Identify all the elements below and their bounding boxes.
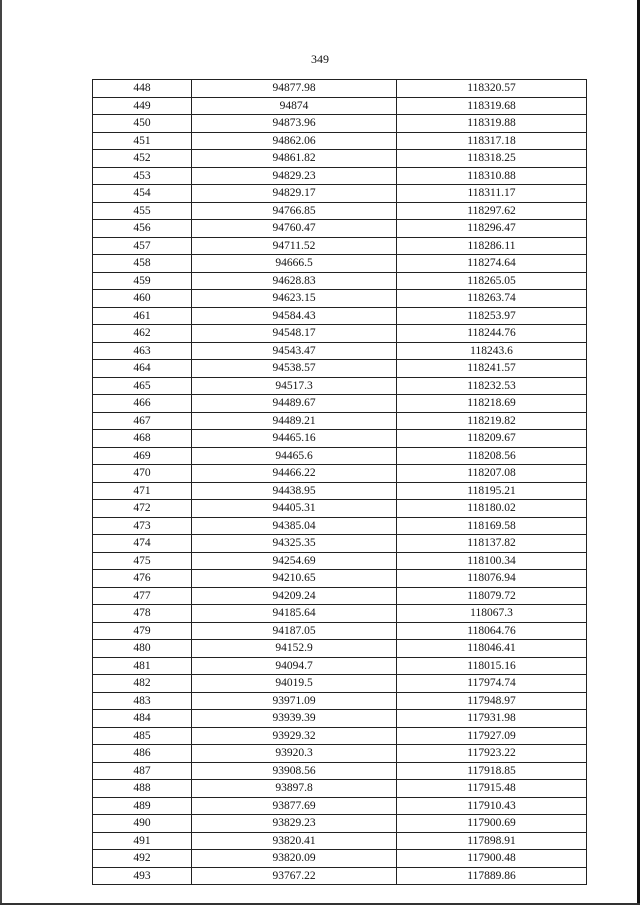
y-coordinate-cell: 118015.16 [397,657,587,675]
table-row [93,307,587,325]
table-row [93,290,587,308]
point-number-cell: 465 [93,377,192,395]
x-coordinate-cell: 94760.47 [192,220,397,238]
table-row [93,167,587,185]
y-coordinate-cell: 117910.43 [397,797,587,815]
table-row [93,587,587,605]
table-row [93,465,587,483]
table-row [93,867,587,885]
x-coordinate-cell: 94766.85 [192,202,397,220]
point-number-cell: 450 [93,115,192,133]
coordinate-table-body [93,80,587,885]
x-coordinate-cell: 94466.22 [192,465,397,483]
table-row [93,832,587,850]
x-coordinate-cell: 93829.23 [192,815,397,833]
table-row [93,272,587,290]
y-coordinate-cell: 118320.57 [397,80,587,98]
point-number-cell: 455 [93,202,192,220]
x-coordinate-cell: 93897.8 [192,780,397,798]
x-coordinate-cell: 94152.9 [192,640,397,658]
point-number-cell: 457 [93,237,192,255]
point-number-cell: 461 [93,307,192,325]
x-coordinate-cell: 94861.82 [192,150,397,168]
point-number-cell: 484 [93,710,192,728]
point-number-cell: 462 [93,325,192,343]
y-coordinate-cell: 118319.68 [397,97,587,115]
table-row [93,797,587,815]
x-coordinate-cell: 93929.32 [192,727,397,745]
point-number-cell: 478 [93,605,192,623]
x-coordinate-cell: 94489.67 [192,395,397,413]
coordinate-table [92,79,587,885]
point-number-cell: 471 [93,482,192,500]
table-row [93,780,587,798]
x-coordinate-cell: 94711.52 [192,237,397,255]
point-number-cell: 452 [93,150,192,168]
point-number-cell: 491 [93,832,192,850]
table-row [93,150,587,168]
point-number-cell: 492 [93,850,192,868]
y-coordinate-cell: 117918.85 [397,762,587,780]
y-coordinate-cell: 118297.62 [397,202,587,220]
table-row [93,325,587,343]
coordinate-table-container [92,79,586,885]
x-coordinate-cell: 94623.15 [192,290,397,308]
x-coordinate-cell: 94405.31 [192,500,397,518]
y-coordinate-cell: 118218.69 [397,395,587,413]
point-number-cell: 467 [93,412,192,430]
y-coordinate-cell: 118319.88 [397,115,587,133]
point-number-cell: 460 [93,290,192,308]
point-number-cell: 469 [93,447,192,465]
y-coordinate-cell: 117915.48 [397,780,587,798]
x-coordinate-cell: 94489.21 [192,412,397,430]
y-coordinate-cell: 118076.94 [397,570,587,588]
table-row [93,500,587,518]
x-coordinate-cell: 94438.95 [192,482,397,500]
x-coordinate-cell: 94185.64 [192,605,397,623]
y-coordinate-cell: 118286.11 [397,237,587,255]
point-number-cell: 490 [93,815,192,833]
point-number-cell: 479 [93,622,192,640]
y-coordinate-cell: 118253.97 [397,307,587,325]
point-number-cell: 454 [93,185,192,203]
x-coordinate-cell: 94829.23 [192,167,397,185]
y-coordinate-cell: 118219.82 [397,412,587,430]
table-row [93,745,587,763]
y-coordinate-cell: 117931.98 [397,710,587,728]
point-number-cell: 459 [93,272,192,290]
y-coordinate-cell: 118180.02 [397,500,587,518]
point-number-cell: 481 [93,657,192,675]
x-coordinate-cell: 94019.5 [192,675,397,693]
x-coordinate-cell: 93908.56 [192,762,397,780]
table-row [93,185,587,203]
table-row [93,535,587,553]
table-row [93,447,587,465]
table-row [93,115,587,133]
table-row [93,482,587,500]
y-coordinate-cell: 118209.67 [397,430,587,448]
table-row [93,710,587,728]
table-row [93,377,587,395]
point-number-cell: 468 [93,430,192,448]
table-row [93,640,587,658]
x-coordinate-cell: 94877.98 [192,80,397,98]
y-coordinate-cell: 118067.3 [397,605,587,623]
y-coordinate-cell: 118263.74 [397,290,587,308]
table-row [93,80,587,98]
y-coordinate-cell: 117900.69 [397,815,587,833]
x-coordinate-cell: 94538.57 [192,360,397,378]
x-coordinate-cell: 93939.39 [192,710,397,728]
point-number-cell: 463 [93,342,192,360]
point-number-cell: 448 [93,80,192,98]
scan-edge-left [0,0,2,905]
table-row [93,395,587,413]
point-number-cell: 483 [93,692,192,710]
table-row [93,255,587,273]
y-coordinate-cell: 118310.88 [397,167,587,185]
table-row [93,430,587,448]
x-coordinate-cell: 93820.41 [192,832,397,850]
point-number-cell: 476 [93,570,192,588]
table-row [93,237,587,255]
x-coordinate-cell: 94465.6 [192,447,397,465]
x-coordinate-cell: 94385.04 [192,517,397,535]
x-coordinate-cell: 94873.96 [192,115,397,133]
y-coordinate-cell: 118064.76 [397,622,587,640]
x-coordinate-cell: 94666.5 [192,255,397,273]
y-coordinate-cell: 118232.53 [397,377,587,395]
y-coordinate-cell: 118274.64 [397,255,587,273]
table-row [93,815,587,833]
y-coordinate-cell: 118244.76 [397,325,587,343]
x-coordinate-cell: 94094.7 [192,657,397,675]
point-number-cell: 470 [93,465,192,483]
y-coordinate-cell: 118296.47 [397,220,587,238]
y-coordinate-cell: 118100.34 [397,552,587,570]
table-row [93,657,587,675]
x-coordinate-cell: 94548.17 [192,325,397,343]
y-coordinate-cell: 117927.09 [397,727,587,745]
x-coordinate-cell: 93920.3 [192,745,397,763]
x-coordinate-cell: 93820.09 [192,850,397,868]
point-number-cell: 475 [93,552,192,570]
y-coordinate-cell: 118311.17 [397,185,587,203]
table-row [93,850,587,868]
point-number-cell: 480 [93,640,192,658]
point-number-cell: 474 [93,535,192,553]
point-number-cell: 488 [93,780,192,798]
y-coordinate-cell: 117900.48 [397,850,587,868]
x-coordinate-cell: 94209.24 [192,587,397,605]
y-coordinate-cell: 118046.41 [397,640,587,658]
y-coordinate-cell: 118243.6 [397,342,587,360]
x-coordinate-cell: 94465.16 [192,430,397,448]
y-coordinate-cell: 118137.82 [397,535,587,553]
x-coordinate-cell: 94829.17 [192,185,397,203]
table-row [93,412,587,430]
table-row [93,727,587,745]
table-row [93,220,587,238]
x-coordinate-cell: 94584.43 [192,307,397,325]
point-number-cell: 451 [93,132,192,150]
y-coordinate-cell: 118208.56 [397,447,587,465]
y-coordinate-cell: 117974.74 [397,675,587,693]
y-coordinate-cell: 118241.57 [397,360,587,378]
y-coordinate-cell: 118207.08 [397,465,587,483]
point-number-cell: 453 [93,167,192,185]
table-row [93,132,587,150]
x-coordinate-cell: 94628.83 [192,272,397,290]
table-row [93,692,587,710]
y-coordinate-cell: 118318.25 [397,150,587,168]
point-number-cell: 487 [93,762,192,780]
x-coordinate-cell: 94325.35 [192,535,397,553]
table-row [93,622,587,640]
table-row [93,570,587,588]
x-coordinate-cell: 94187.05 [192,622,397,640]
table-row [93,360,587,378]
point-number-cell: 493 [93,867,192,885]
x-coordinate-cell: 94210.65 [192,570,397,588]
x-coordinate-cell: 93971.09 [192,692,397,710]
table-row [93,762,587,780]
table-row [93,342,587,360]
y-coordinate-cell: 117948.97 [397,692,587,710]
y-coordinate-cell: 118317.18 [397,132,587,150]
y-coordinate-cell: 117889.86 [397,867,587,885]
y-coordinate-cell: 117923.22 [397,745,587,763]
x-coordinate-cell: 94543.47 [192,342,397,360]
y-coordinate-cell: 117898.91 [397,832,587,850]
point-number-cell: 473 [93,517,192,535]
table-row [93,552,587,570]
y-coordinate-cell: 118265.05 [397,272,587,290]
point-number-cell: 477 [93,587,192,605]
point-number-cell: 482 [93,675,192,693]
y-coordinate-cell: 118169.58 [397,517,587,535]
table-row [93,97,587,115]
point-number-cell: 485 [93,727,192,745]
point-number-cell: 449 [93,97,192,115]
table-row [93,517,587,535]
y-coordinate-cell: 118079.72 [397,587,587,605]
point-number-cell: 458 [93,255,192,273]
table-row [93,605,587,623]
x-coordinate-cell: 94517.3 [192,377,397,395]
point-number-cell: 486 [93,745,192,763]
point-number-cell: 464 [93,360,192,378]
point-number-cell: 456 [93,220,192,238]
x-coordinate-cell: 93767.22 [192,867,397,885]
x-coordinate-cell: 93877.69 [192,797,397,815]
table-row [93,675,587,693]
y-coordinate-cell: 118195.21 [397,482,587,500]
table-row [93,202,587,220]
point-number-cell: 466 [93,395,192,413]
x-coordinate-cell: 94254.69 [192,552,397,570]
x-coordinate-cell: 94862.06 [192,132,397,150]
x-coordinate-cell: 94874 [192,97,397,115]
page-number: 349 [311,52,329,66]
point-number-cell: 489 [93,797,192,815]
point-number-cell: 472 [93,500,192,518]
